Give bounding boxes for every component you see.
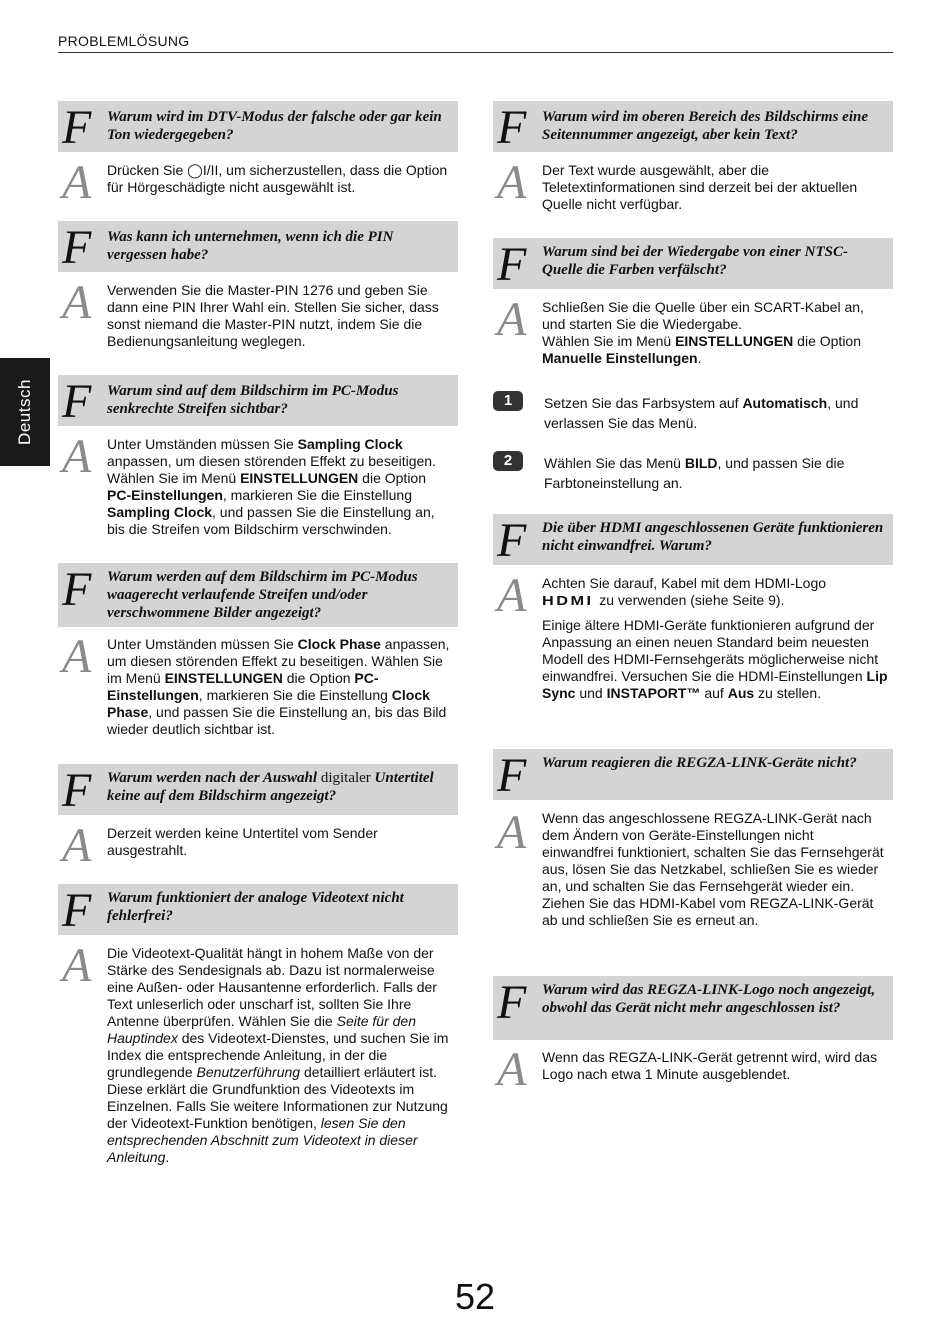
faq-item [493,514,893,729]
question-marker: F [62,764,92,817]
question-box [493,101,893,152]
answer-marker: A [62,156,92,209]
faq-item [58,375,458,545]
question-text: Warum wird im DTV-Modus der falsche oder gar kein Ton wiedergegeben? [107,109,442,143]
question-box [58,375,458,426]
question-box [58,221,458,272]
faq-item [58,563,458,748]
answer-text: Unter Umständen müssen Sie Clock Phase anpassen, um diesen störenden Effekt zu beseitigen. Wählen Sie im Menü EINSTELLUNGEN die Option PC-Einstellungen, markieren Sie die Einstellung Clock Phase, und passen Sie die Einstellung an, bis das Bild wieder deutlich sichtbar ist. [107,636,450,737]
answer-marker: A [62,939,92,992]
faq-item [493,749,893,949]
question-box [493,514,893,565]
question-marker: F [62,101,92,154]
question-box [58,884,458,935]
answer-text: Schließen Sie die Quelle über ein SCART-Kabel an, und starten Sie die Wiedergabe. Wählen Sie im Menü EINSTELLUNGEN die Option Manuelle Einstellungen. [542,299,864,366]
answer-text: Verwenden Sie die Master-PIN 1276 und geben Sie dann eine PIN Ihrer Wahl ein. Stellen Sie sicher, dass sonst niemand die Master-PIN nutzt, indem Sie die Bedienungsanleitung weglegen. [107,282,439,349]
question-box [493,749,893,800]
question-marker: F [62,375,92,428]
answer-text: Drücken Sie ◯I/II, um sicherzustellen, dass die Option für Hörgeschädigte nicht ausgewählt ist. [107,162,448,195]
answer-text: Wenn das angeschlossene REGZA-LINK-Gerät nach dem Ändern von Geräte-Einstellungen nicht einwandfrei funktioniert, schalten Sie das Fernsehgerät aus, lösen Sie das Netzkabel, schließen Sie es wieder an, und schalten Sie das Fernsehgerät wieder ein. Ziehen Sie das HDMI-Kabel vom REGZA-LINK-Gerät ab und schließen Sie es erneut an. [542,810,884,928]
question-marker: F [497,749,527,802]
question-marker: F [497,238,527,291]
question-text: Warum werden nach der Auswahl digitaler Untertitel keine auf dem Bildschirm angezeigt? [107,770,434,804]
faq-item [58,221,458,356]
question-text: Warum funktioniert der analoge Videotext nicht fehlerfrei? [107,890,404,924]
faq-item [58,764,458,872]
question-text: Warum sind auf dem Bildschirm im PC-Modus senkrechte Streifen sichtbar? [107,383,399,417]
section-header: PROBLEMLÖSUNG [58,33,893,53]
question-box [58,563,458,627]
question-marker: F [497,976,527,1029]
question-text: Die über HDMI angeschlossenen Geräte funktionieren nicht einwandfrei. Warum? [542,520,884,554]
question-text: Warum reagieren die REGZA-LINK-Geräte nicht? [542,755,857,771]
answer-marker: A [62,819,92,872]
question-text: Warum wird im oberen Bereich des Bildschirms eine Seitennummer angezeigt, aber kein Text? [542,109,868,143]
faq-item [58,884,458,1174]
question-marker: F [497,514,527,567]
answer-text: Derzeit werden keine Untertitel vom Sender ausgestrahlt. [107,825,378,858]
page-number: 52 [454,1276,496,1317]
answer-text: Der Text wurde ausgewählt, aber die Teletextinformationen sind derzeit bei der aktuellen Quelle nicht verfügbar. [542,162,858,212]
hdmi-logo-icon: HDMI [542,593,594,608]
answer-text: Achten Sie darauf, Kabel mit dem HDMI-Logo HDMI zu verwenden (siehe Seite 9). Einige ältere HDMI-Geräte funktionieren aufgrund der Anpassung an einen neuen Standard beim neuesten Modell des HDMI-Fernsehgeräts möglicherweise nicht einwandfrei. Versuchen Sie die HDMI-Einstellungen Lip Sync und INSTAPORT™ auf Aus zu stellen. [542,575,888,701]
question-marker: F [62,221,92,274]
question-text: Was kann ich unternehmen, wenn ich die PIN vergessen habe? [107,229,394,263]
language-tab-label: Deutsch [15,379,34,445]
answer-marker: A [497,1043,527,1096]
language-tab [0,358,50,466]
question-box [493,238,893,289]
faq-item [493,101,893,221]
answer-marker: A [62,630,92,683]
step-number-badge: 2 [493,451,523,471]
question-box [58,764,458,815]
question-text: Warum werden auf dem Bildschirm im PC-Modus waagerecht verlaufende Streifen und/oder verschwommene Bilder angezeigt? [107,569,418,621]
question-box [493,976,893,1040]
answer-marker: A [62,276,92,329]
question-box [58,101,458,152]
step-text: Wählen Sie das Menü BILD, und passen Sie die Farbtoneinstellung an. [544,455,845,491]
answer-text: Unter Umständen müssen Sie Sampling Clock anpassen, um diesen störenden Effekt zu beseitigen. Wählen Sie im Menü EINSTELLUNGEN die Option PC-Einstellungen, markieren Sie die Einstellung Sampling Clock, und passen Sie die Einstellung an, bis die Streifen vom Bildschirm verschwinden. [107,436,436,537]
answer-marker: A [62,430,92,483]
answer-marker: A [497,806,527,859]
question-marker: F [62,563,92,616]
answer-marker: A [497,569,527,622]
question-marker: F [497,101,527,154]
step-text: Setzen Sie das Farbsystem auf Automatisch, und verlassen Sie das Menü. [544,395,859,431]
faq-item [58,101,458,209]
question-text: Warum wird das REGZA-LINK-Logo noch angezeigt, obwohl das Gerät nicht mehr angeschlossen ist? [542,982,876,1016]
step-number-badge: 1 [493,391,523,411]
question-marker: F [62,884,92,937]
faq-item [493,976,893,1096]
faq-item [493,238,893,498]
answer-marker: A [497,156,527,209]
question-text: Warum sind bei der Wiedergabe von einer NTSC-Quelle die Farben verfälscht? [542,244,848,278]
answer-text: Die Videotext-Qualität hängt in hohem Maße von der Stärke des Sendesignals ab. Dazu ist normalerweise eine Außen- oder Hausantenne erforderlich. Falls der Text unleserlich oder unscharf ist, sollten Sie Ihre Antenne überprüfen. Wählen Sie die Seite für den Hauptindex des Videotext-Dienstes, und suchen Sie im Index die entsprechende Anleitung, in der die grundlegende Benutzerführung detailliert erläutert ist. Diese erklärt die Grundfunktion des Videotexts im Einzelnen. Falls Sie weitere Informationen zur Nutzung der Videotext-Funktion benötigen, lesen Sie den entsprechenden Abschnitt zum Videotext in dieser Anleitung. [107,945,449,1165]
answer-marker: A [497,293,527,346]
answer-text: Wenn das REGZA-LINK-Gerät getrennt wird, wird das Logo nach etwa 1 Minute ausgeblendet. [542,1049,878,1082]
audio-button-icon: ◯I/II [187,162,219,178]
